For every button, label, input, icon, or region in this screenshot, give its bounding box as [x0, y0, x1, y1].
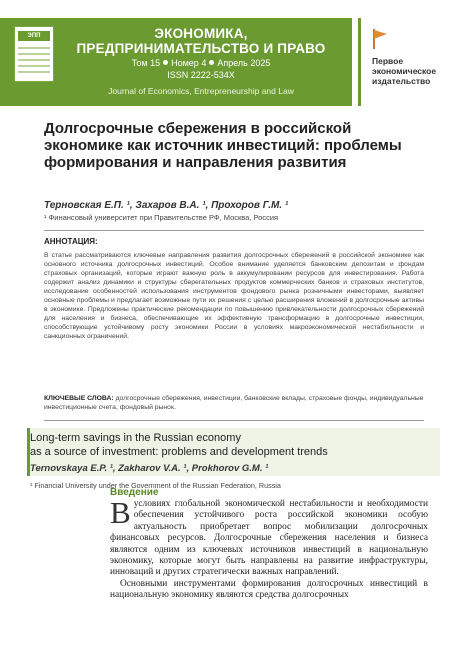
- cover-line: [18, 59, 50, 61]
- issn: ISSN 2222-534X: [167, 70, 235, 80]
- journal-header-inner: [6, 20, 346, 104]
- keywords-text: долгосрочные сбережения, инвестиции, банковские вклады, страховые фонды, индивидуальные инвестиционные счета, фондовый рынок.: [44, 395, 424, 411]
- english-title-line1: Long-term savings in the Russian economy: [30, 432, 241, 444]
- issue-date: Апрель 2025: [217, 58, 271, 68]
- author-affiliation: ¹ Финансовый университет при Правительстве РФ, Москва, Россия: [44, 213, 279, 222]
- keywords-label: КЛЮЧЕВЫЕ СЛОВА:: [44, 395, 114, 402]
- drop-cap: В: [110, 495, 131, 530]
- divider: [44, 420, 424, 421]
- publisher-name-line2: экономическое: [372, 66, 437, 76]
- publisher-name-line3: издательство: [372, 76, 431, 86]
- flag-icon: [372, 28, 388, 50]
- journal-title: [66, 26, 336, 56]
- cover-line: [18, 71, 50, 73]
- english-authors: Ternovskaya E.P. ¹, Zakharov V.A. ¹, Prokhorov G.M. ¹: [30, 463, 269, 474]
- abstract-text: В статье рассматриваются ключевые направления развития долгосрочных сбережений в российской экономике как основного источника долгосрочных инвестиций. Особое внимание уделяется банковским депозитам и фондам страховых организаций, которые играют важную роль в аккумулировании ресурсов для инвестирования. Работа содержит анализ динамики и структуры сберегательных продуктов коммерческих банков и страховых институтов, исследование особенностей использования инструментов фондового рынка розничными инвесторами, выявляет основные проблемы и предлагает возможные пути их решения с целью расширения вложений в долгосрочные активы в экономике. Предложены практические рекомендации по повышению привлекательности долгосрочных сбережений для населения и бизнеса, обеспечивающие их эффективную трансформацию в долгосрочные инвестиции, способствующие устойчивому росту экономики России в условиях макроэкономической нестабильности и санкционных ограничений.: [44, 252, 424, 340]
- body-text: [110, 495, 428, 602]
- cover-line: [18, 53, 50, 55]
- article-title: Долгосрочные сбережения в российской экономике как источник инвестиций: проблемы формирования и направления развития: [44, 120, 402, 171]
- paragraph-2-text: Основными инструментами формирования долгосрочных инвестиций в национальную экономику являются средства долгосрочных: [110, 578, 428, 601]
- journal-cover-thumbnail: [14, 26, 54, 82]
- volume: Том 15: [131, 58, 161, 68]
- separator-dot-icon: [209, 60, 214, 65]
- article-authors: Терновская Е.П. ¹, Захаров В.А. ¹, Прохоров Г.М. ¹: [44, 200, 289, 211]
- divider: [44, 230, 424, 231]
- issue-number: Номер 4: [171, 58, 207, 68]
- publisher-name: [372, 56, 462, 86]
- section-heading: Введение: [110, 487, 159, 498]
- issue-line: [66, 57, 336, 69]
- cover-line: [18, 65, 50, 67]
- journal-cover-label: ЭПП: [18, 31, 50, 41]
- cover-line: [18, 47, 50, 49]
- journal-header: [0, 18, 352, 106]
- separator-dot-icon: [163, 60, 168, 65]
- journal-title-line2: ПРЕДПРИНИМАТЕЛЬСТВО И ПРАВО: [76, 41, 326, 56]
- publisher-divider: [358, 18, 361, 106]
- english-affiliation: ¹ Financial University under the Government of the Russian Federation, Russia: [30, 481, 281, 490]
- english-title: [30, 432, 430, 459]
- english-title-line2: as a source of investment: problems and development trends: [30, 445, 328, 458]
- journal-meta: [66, 57, 336, 81]
- paragraph-1-text: условиях глобальной экономической нестабильности и необходимости обеспечения устойчивого роста российской экономики особую актуальность приобретает вопрос мобилизации долгосрочных финансовых ресурсов. Долгосрочные сбережения населения и бизнеса являются одним из ключевых источников инвестиций в национальную экономику, которые могут быть направлены на развитие инфраструктуры, инноваций и других стратегически важных направлений.: [110, 499, 428, 578]
- journal-english-title: Journal of Economics, Entrepreneurship and Law: [108, 86, 294, 96]
- paragraph: [110, 495, 428, 579]
- journal-title-line1: ЭКОНОМИКА,: [154, 26, 248, 41]
- publisher-name-line1: Первое: [372, 56, 404, 66]
- keywords: [44, 394, 424, 412]
- abstract-label: АННОТАЦИЯ:: [44, 237, 98, 246]
